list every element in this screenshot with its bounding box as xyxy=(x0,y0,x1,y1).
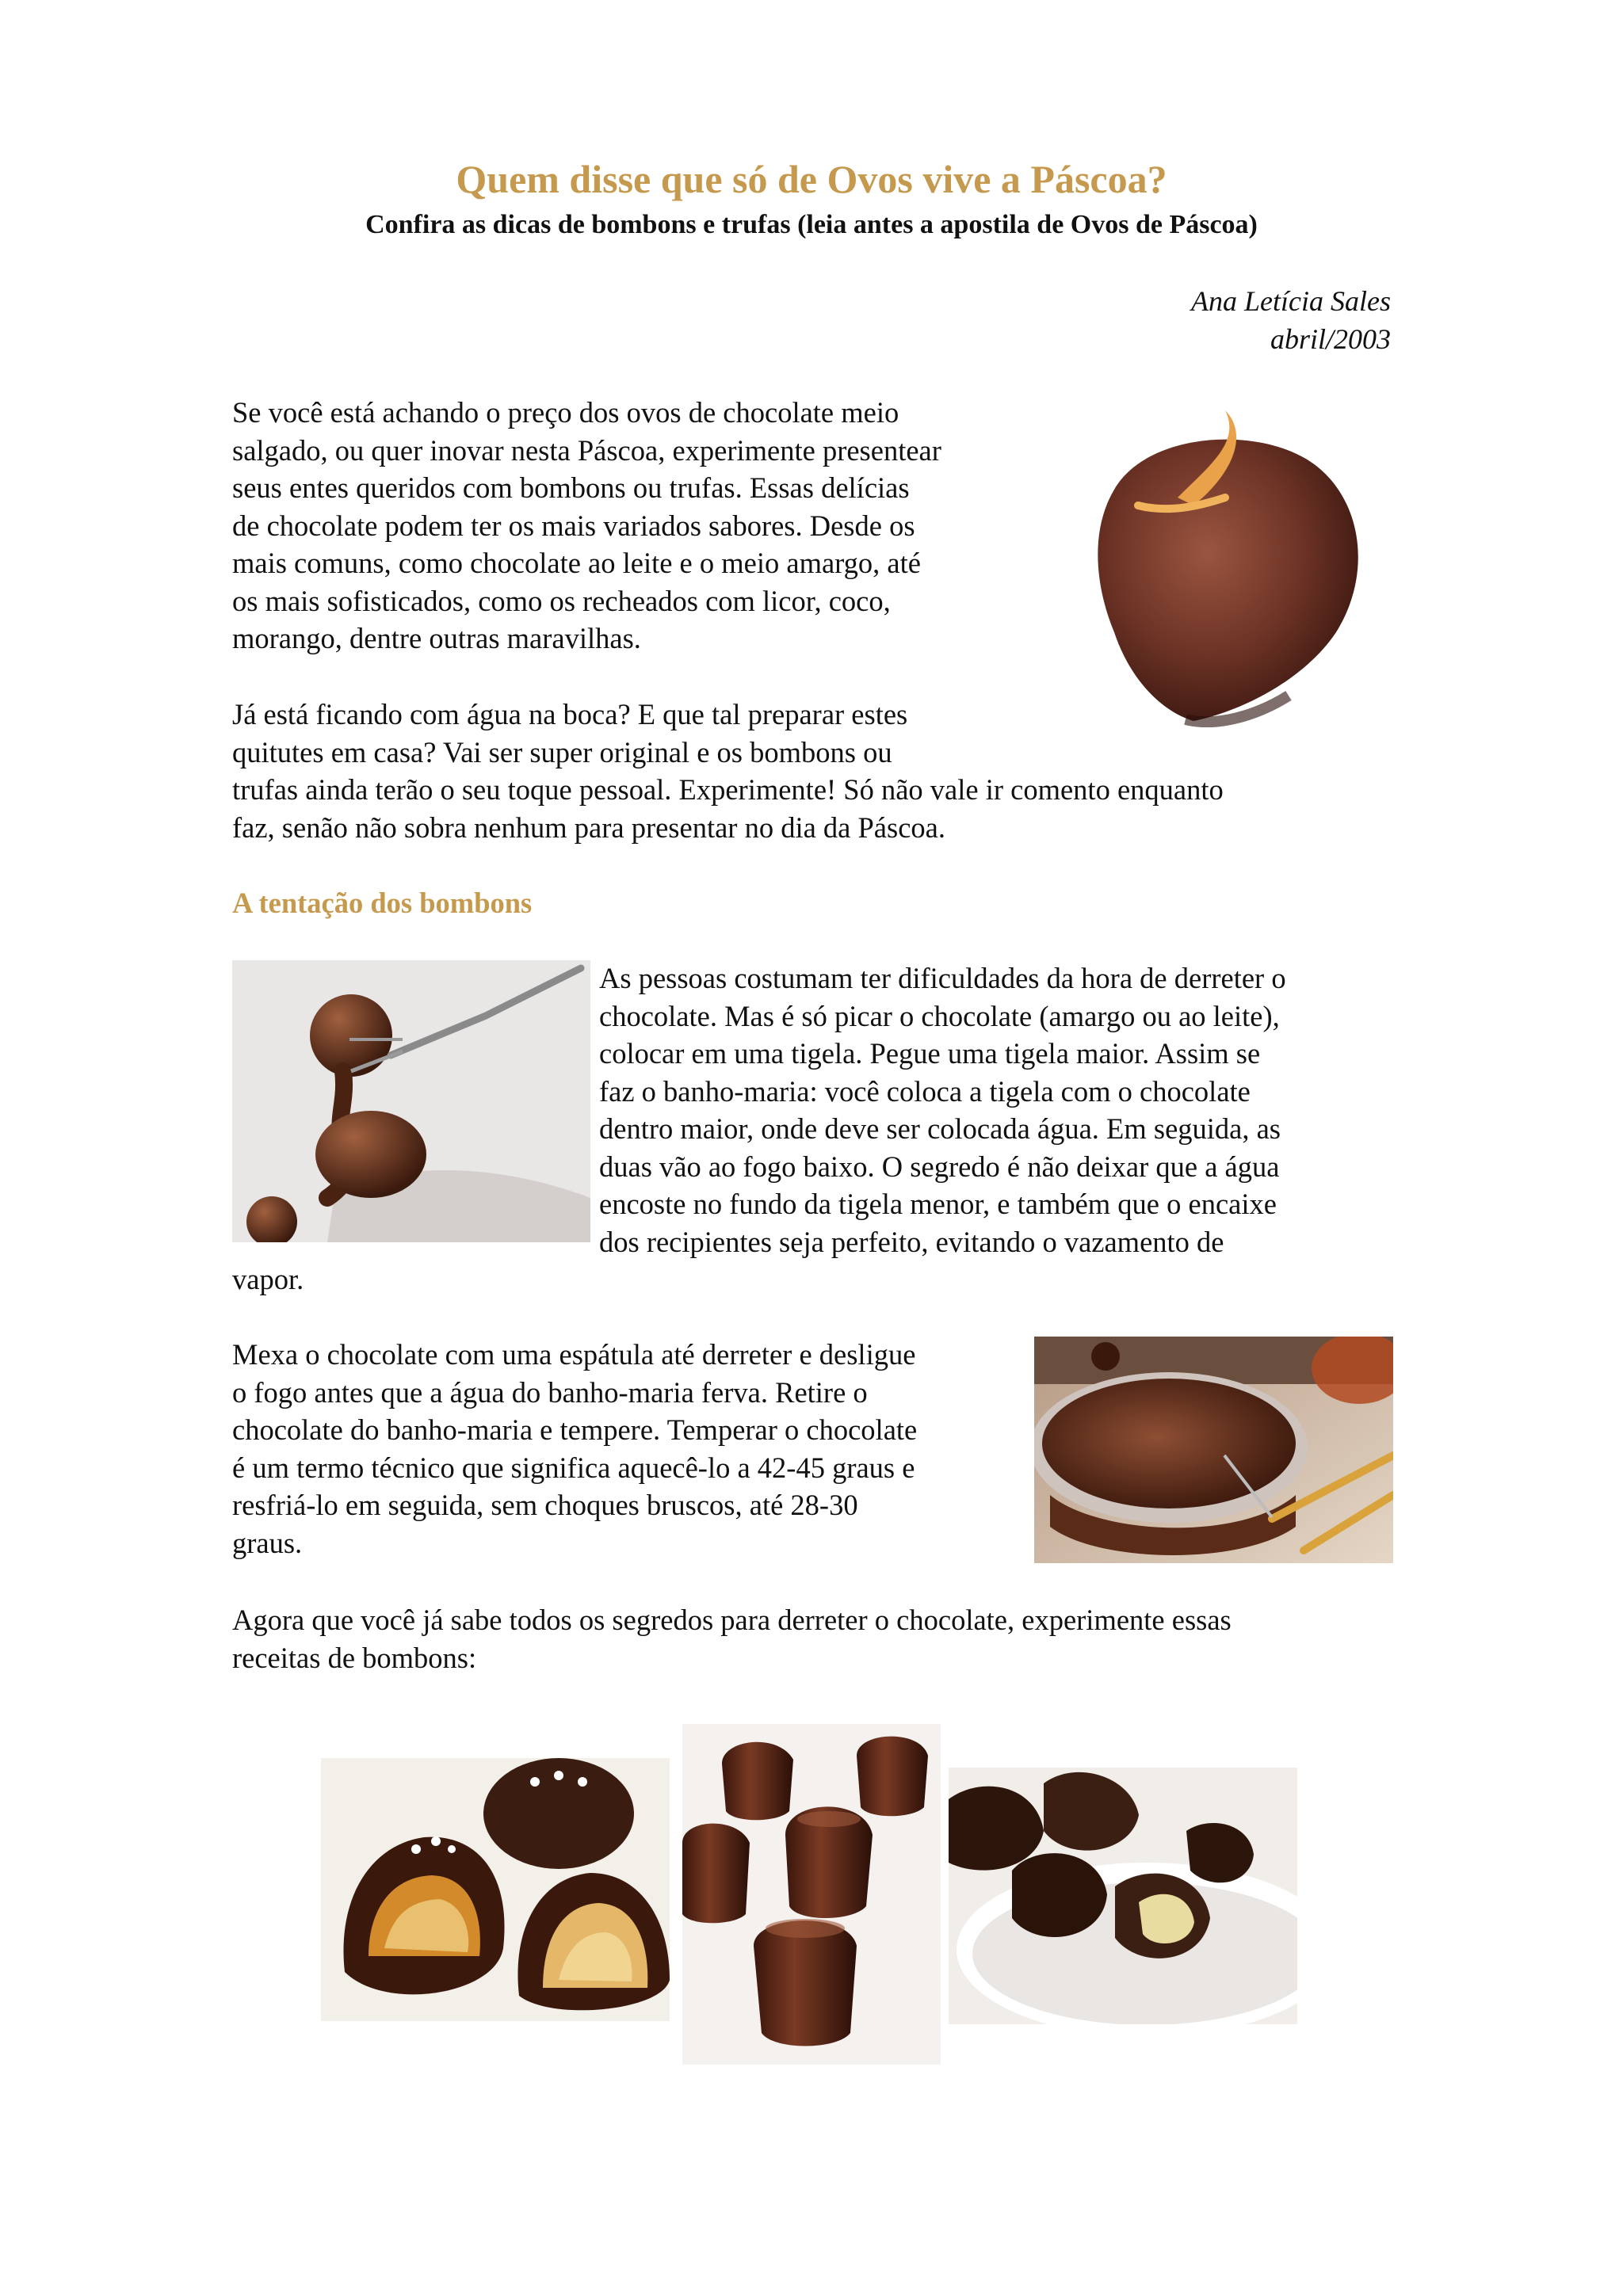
text-line: de chocolate podem ter os mais variados sabores. Desde os xyxy=(232,509,915,542)
dome-bonbons-photo xyxy=(682,1724,941,2065)
text-line: o fogo antes que a água do banho-maria ferva. Retire o xyxy=(232,1375,868,1409)
text-line: chocolate do banho-maria e tempere. Temperar o chocolate xyxy=(232,1413,918,1446)
melted-chocolate-photo xyxy=(1034,1337,1393,1563)
text-line: colocar em uma tigela. Pegue uma tigela maior. Assim se xyxy=(599,1037,1261,1070)
text-line: faz, senão não sobra nenhum para presentar no dia da Páscoa. xyxy=(232,810,945,844)
text-line: faz o banho-maria: você coloca a tigela com o chocolate xyxy=(599,1074,1251,1108)
text-line: encoste no fundo da tigela menor, e também que o encaixe xyxy=(599,1188,1277,1220)
text-line: Agora que você já sabe todos os segredos para derreter o chocolate, experimente essas xyxy=(232,1604,1232,1636)
text-line: seus entes queridos com bombons ou trufas. Essas delícias xyxy=(232,471,910,504)
text-line: resfriá-lo em seguida, sem choques bruscos, até 28-30 xyxy=(232,1489,858,1521)
section-heading: A tentação dos bombons xyxy=(232,887,533,919)
section-paragraph-1 xyxy=(599,959,1286,1261)
text-line: chocolate. Mas é só picar o chocolate (amargo ou ao leite), xyxy=(599,999,1280,1032)
author-name: Ana Letícia Sales xyxy=(1191,285,1391,317)
text-line: salgado, ou quer inovar nesta Páscoa, experimente presentear xyxy=(232,433,941,467)
text-line: receitas de bombons: xyxy=(232,1641,477,1674)
text-line: Se você está achando o preço dos ovos de chocolate meio xyxy=(232,396,899,429)
page-subtitle: Confira as dicas de bombons e trufas (leia antes a apostila de Ovos de Páscoa) xyxy=(365,210,1258,239)
text-line: duas vão ao fogo baixo. O segredo é não deixar que a água xyxy=(599,1150,1280,1183)
section-paragraph-3 xyxy=(232,1601,1232,1676)
byline xyxy=(1191,282,1391,358)
section-paragraph-2 xyxy=(232,1336,917,1562)
section-paragraph-1-tail: vapor. xyxy=(232,1263,304,1295)
text-line: trufas ainda terão o seu toque pessoal. Experimente! Só não vale ir comento enquanto xyxy=(232,773,1224,806)
text-line: quitutes em casa? Vai ser super original e os bombons ou xyxy=(232,735,892,769)
plated-bonbons-photo xyxy=(949,1768,1297,2024)
text-line: mais comuns, como chocolate ao leite e o meio amargo, até xyxy=(232,547,921,579)
text-line: graus. xyxy=(232,1526,303,1559)
text-line: dentro maior, onde deve ser colocada água. Em seguida, as xyxy=(599,1112,1281,1145)
text-line: Mexa o chocolate com uma espátula até derreter e desligue xyxy=(232,1338,916,1371)
text-line: morango, dentre outras maravilhas. xyxy=(232,622,641,654)
cut-bonbons-photo xyxy=(321,1758,670,2021)
dipping-photo xyxy=(232,960,590,1242)
publication-date: abril/2003 xyxy=(1270,323,1391,355)
truffle-photo xyxy=(1059,395,1376,727)
intro-paragraph-2 xyxy=(232,696,1224,846)
text-line: os mais sofisticados, como os recheados com licor, coco, xyxy=(232,584,891,617)
text-line: dos recipientes seja perfeito, evitando o vazamento de xyxy=(599,1225,1224,1258)
page-title: Quem disse que só de Ovos vive a Páscoa? xyxy=(456,157,1167,201)
intro-paragraph-1 xyxy=(232,394,941,658)
text-line: As pessoas costumam ter dificuldades da hora de derreter o xyxy=(599,962,1286,994)
text-line: é um termo técnico que significa aquecê-lo a 42-45 graus e xyxy=(232,1451,915,1484)
text-line: Já está ficando com água na boca? E que tal preparar estes xyxy=(232,698,908,730)
